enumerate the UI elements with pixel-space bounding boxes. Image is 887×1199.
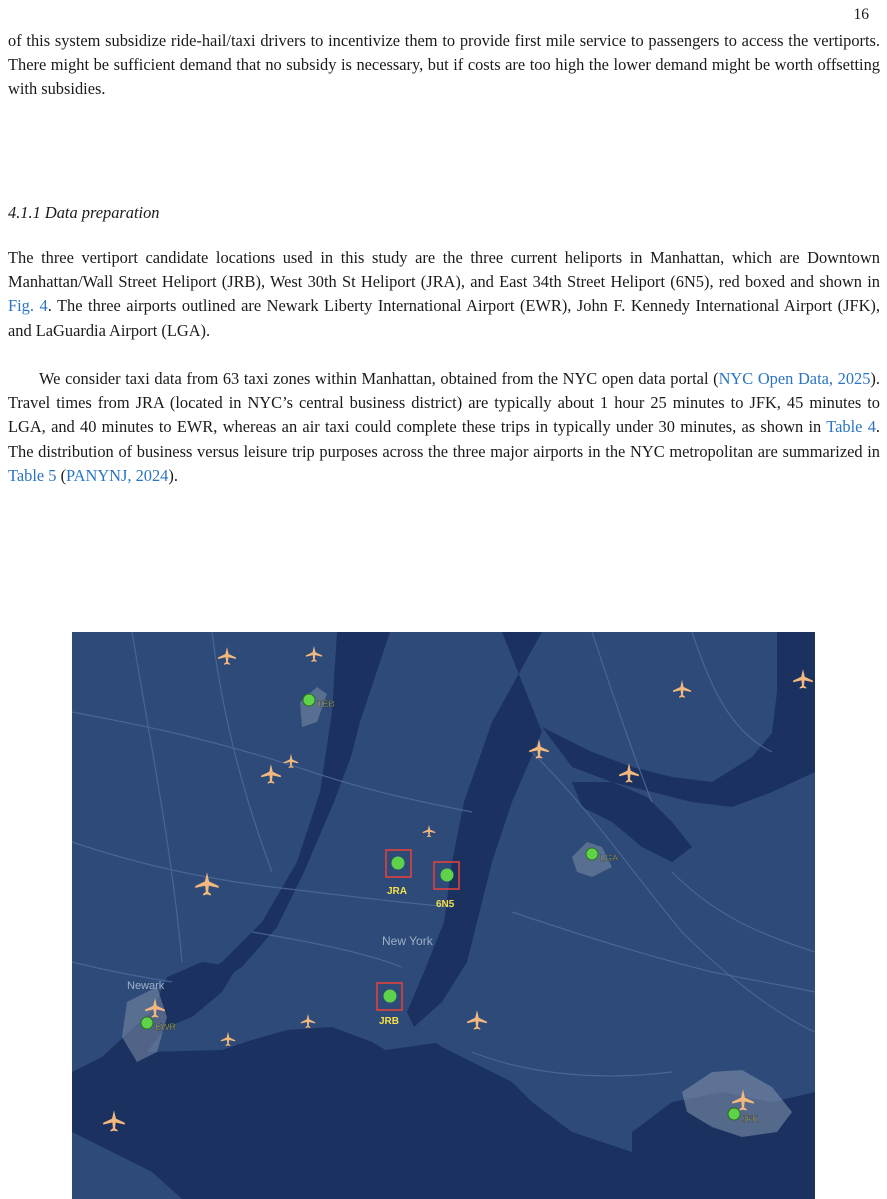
body-paragraph-2 — [8, 246, 880, 343]
airport-marker — [728, 1108, 740, 1120]
paragraph-text: We consider taxi data from 63 taxi zones within Manhattan, obtained from the NYC open data portal ( — [39, 369, 719, 388]
map-label-new-york: New York — [382, 934, 433, 948]
heliport-marker — [384, 990, 397, 1003]
paragraph-text: . The distribution of business versus leisure trip purposes across the three major airports in the NYC metropolitan are summarized in — [8, 417, 881, 461]
airport-marker — [303, 694, 315, 706]
heliport-label: 6N5 — [436, 899, 455, 910]
airport-label: TEB — [317, 699, 335, 709]
paragraph-text: of this system subsidize ride-hail/taxi drivers to incentivize them to provide first mile service to passengers to access the vertiports. There might be sufficient demand that no subsidy is necessary, but if costs are too high the lower demand might be worth offsetting with subsidies. — [8, 31, 880, 99]
airport-label: EWR — [155, 1022, 176, 1032]
east-water — [772, 632, 815, 742]
heliport-label: JRA — [387, 886, 408, 897]
body-paragraph-1 — [8, 29, 880, 102]
map-label-newark: Newark — [127, 980, 165, 992]
airport-label: LGA — [600, 853, 619, 863]
figure-link[interactable]: Fig. 4 — [8, 296, 48, 316]
paragraph-text: . The three airports outlined are Newark Liberty International Airport (EWR), John F. Kennedy International Airport (JFK), and LaGuardia Airport (LGA). — [8, 296, 880, 340]
paragraph-text: ). Travel times from JRA (located in NYC’s central business district) are typically about 1 hour 25 minutes to JFK, 45 minutes to LGA, and 40 minutes to EWR, whereas an air taxi could complete these trips in typically under 30 minutes, as shown in — [8, 369, 880, 437]
heliport-label: JRB — [379, 1016, 400, 1027]
paragraph-text: ). — [168, 465, 178, 485]
airport-label: JFK — [742, 1114, 759, 1124]
airport-marker — [141, 1017, 153, 1029]
citation-link[interactable]: PANYNJ, 2024 — [66, 465, 169, 485]
page-number: 16 — [853, 6, 869, 23]
airport-marker — [586, 848, 598, 860]
paragraph-text: ( — [56, 465, 67, 485]
citation-link[interactable]: NYC Open Data, 2025 — [718, 369, 871, 388]
body-paragraph-3 — [8, 367, 880, 488]
paragraph-text: The three vertiport candidate locations used in this study are the three current heliports in Manhattan, which are Downtown Manhattan/Wall Street Heliport (JRB), West 30th St Heliport (JRA), and East 34th Street Heliport (6N5), red boxed and shown in — [8, 248, 880, 292]
heliport-marker — [441, 869, 454, 882]
table-link[interactable]: Table 5 — [8, 465, 57, 485]
section-heading: 4.1.1 Data preparation — [8, 203, 160, 222]
heliport-marker — [392, 857, 405, 870]
nyc-map-figure — [72, 632, 815, 1199]
table-link[interactable]: Table 4 — [826, 417, 876, 437]
